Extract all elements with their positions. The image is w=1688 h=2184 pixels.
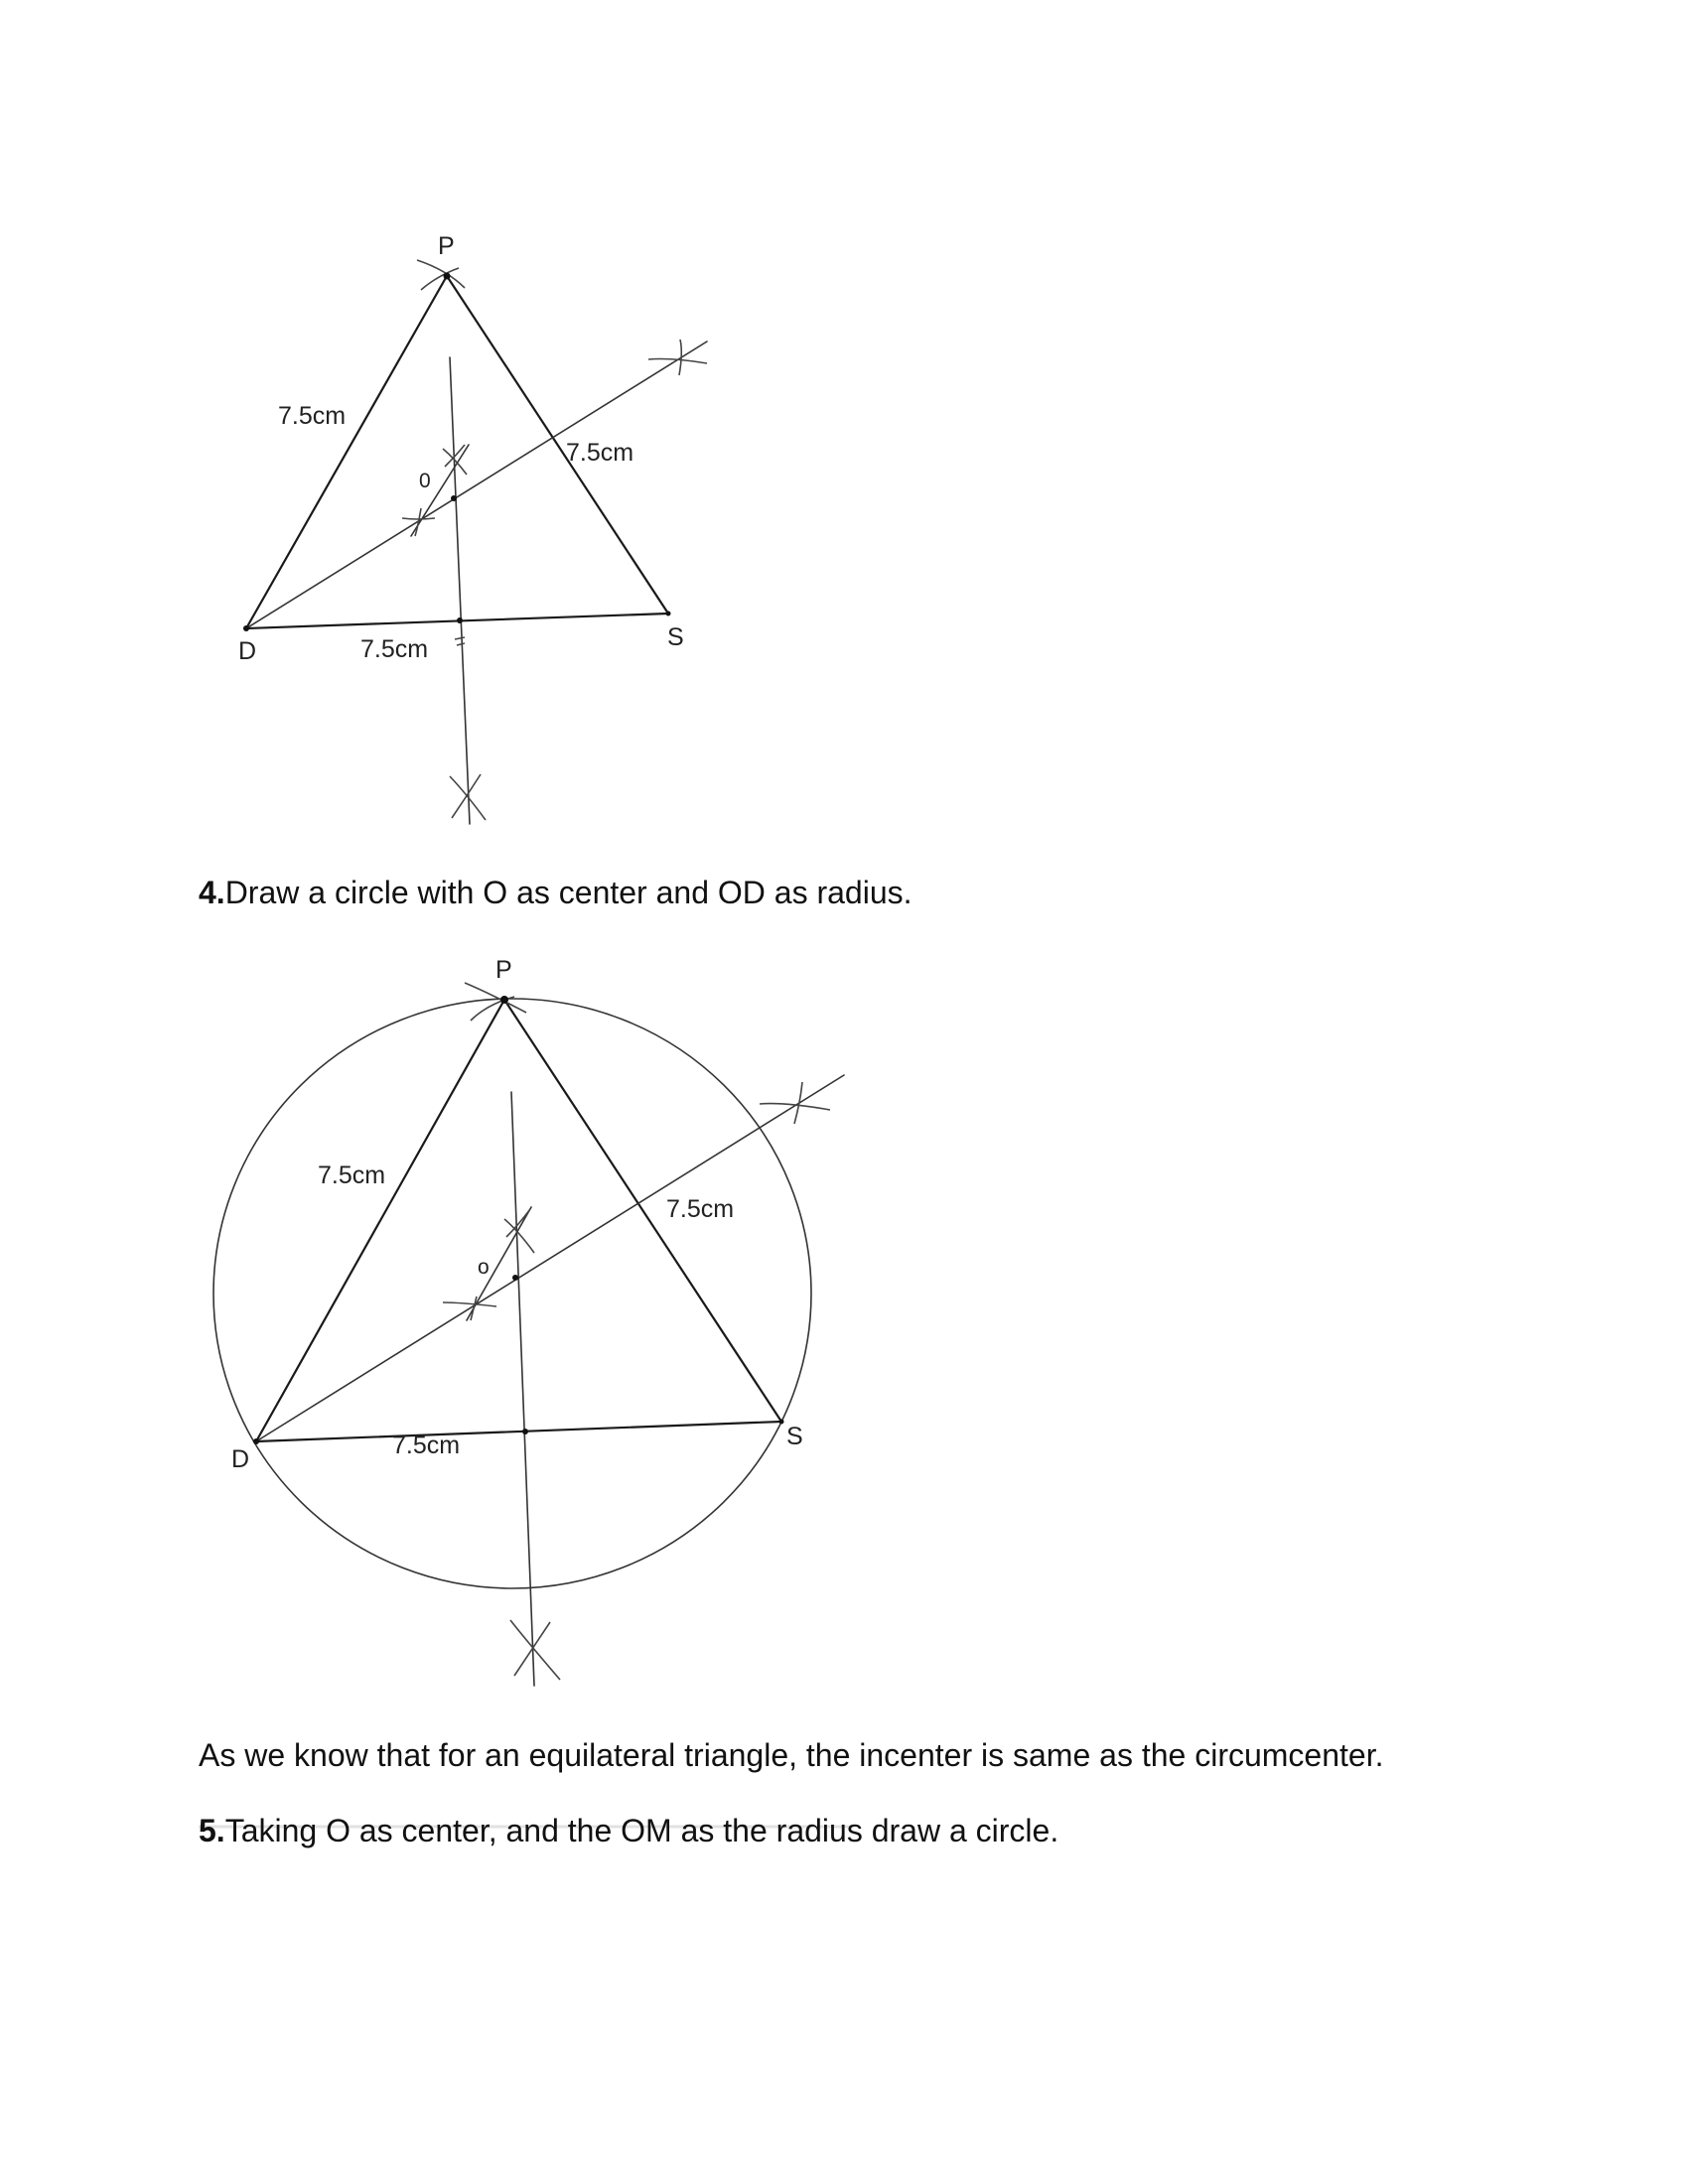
point-o	[512, 1275, 518, 1281]
point-s	[779, 1420, 784, 1425]
side-ds	[256, 1422, 781, 1441]
side-pd	[256, 1000, 504, 1441]
step-4-number: 4.	[199, 875, 225, 910]
side-label-ds: 7.5cm	[360, 635, 429, 663]
construction-segment	[467, 1207, 531, 1320]
vertex-label-p: P	[438, 232, 455, 260]
perpendicular-bisector-ds	[511, 1092, 534, 1686]
step-5-number: 5.	[199, 1813, 225, 1848]
vertex-label-p: P	[495, 956, 512, 984]
circumcircle	[213, 999, 811, 1588]
side-label-ds: 7.5cm	[392, 1432, 461, 1459]
point-midpoint-ds	[522, 1429, 528, 1434]
arc-mark-bottom	[510, 1620, 560, 1680]
bisector-from-d	[256, 1075, 844, 1441]
step-4-text: Draw a circle with O as center and OD as radius.	[224, 875, 913, 910]
vertex-label-s: S	[667, 623, 684, 651]
step-5-instruction	[199, 1812, 1058, 1849]
side-label-pd: 7.5cm	[318, 1161, 386, 1189]
center-label-o: o	[478, 1256, 490, 1279]
side-label-ps: 7.5cm	[566, 439, 634, 467]
incenter-circumcenter-note	[199, 1736, 1383, 1774]
arc-mark-right	[760, 1082, 830, 1124]
vertex-label-s: S	[786, 1423, 803, 1450]
point-d	[253, 1438, 259, 1444]
vertex-label-d: D	[231, 1445, 250, 1473]
side-label-ps: 7.5cm	[666, 1195, 735, 1223]
step-5-text: Taking O as center, and the OM as the radius draw a circle.	[224, 1813, 1059, 1848]
note-text: As we know that for an equilateral triangle, the incenter is same as the circumcenter.	[199, 1737, 1384, 1773]
vertex-label-d: D	[238, 637, 257, 665]
center-label-o: 0	[419, 470, 431, 492]
side-label-pd: 7.5cm	[278, 402, 347, 430]
point-p	[500, 996, 508, 1004]
side-ps	[504, 1000, 781, 1422]
